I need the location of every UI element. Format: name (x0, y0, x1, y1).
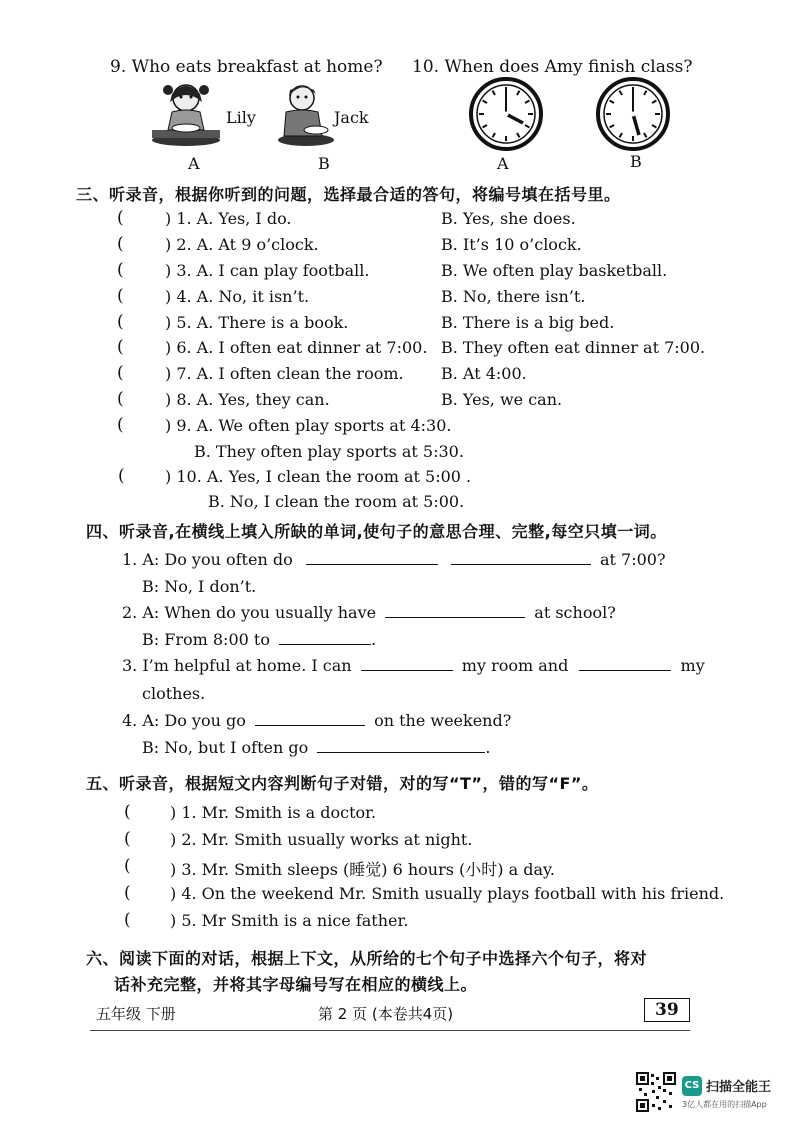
s4-line4b (142, 738, 490, 757)
item-9-option-b: B. They often play sports at 5:30. (194, 442, 464, 461)
s4-l3-text: 3. I’m helpful at home. I can (122, 656, 352, 675)
jack-label: Jack (334, 108, 369, 127)
watermark-app-name: 扫描全能王 (706, 1080, 772, 1095)
lily-eating-picture (148, 80, 224, 150)
camscanner-logo-icon: CS (682, 1076, 702, 1096)
fill-blank[interactable] (306, 550, 438, 565)
item-option-b: B. We often play basketball. (441, 261, 668, 280)
fill-blank[interactable] (385, 603, 525, 618)
option-label-a: A (497, 154, 509, 173)
item-option-a: ) 7. A. I often clean the room. (165, 364, 404, 383)
answer-paren[interactable]: ( (124, 883, 131, 903)
s4-l2-end: at school? (534, 603, 616, 622)
clock-b-icon (596, 77, 670, 151)
answer-paren[interactable]: ( (117, 234, 124, 254)
question-9: 9. Who eats breakfast at home? (110, 57, 383, 77)
s4-l4-response: B: No, but I often go (142, 738, 309, 757)
section-6-title-line1: 六、阅读下面的对话，根据上下文，从所给的七个句子中选择六个句子，将对 (86, 949, 648, 968)
footer-divider (90, 1030, 690, 1031)
answer-paren[interactable]: ( (117, 286, 124, 306)
item-option-b: B. There is a big bed. (441, 313, 615, 332)
section-4-title: 四、听录音,在横线上填入所缺的单词,使句子的意思合理、完整,每空只填一词。 (86, 522, 667, 541)
page-number-box: 39 (644, 998, 690, 1022)
item-option-a: ) 3. A. I can play football. (165, 261, 370, 280)
section-6-title-line2: 话补充完整，并将其字母编号写在相应的横线上。 (114, 975, 478, 994)
s4-l4-text: 4. A: Do you go (122, 711, 246, 730)
item-option-a: ) 2. A. At 9 o’clock. (165, 235, 319, 254)
fill-blank[interactable] (579, 656, 671, 671)
lily-label: Lily (226, 108, 256, 127)
question-10: 10. When does Amy finish class? (412, 57, 693, 77)
answer-paren[interactable]: ( (117, 389, 124, 409)
item-option-b: B. At 4:00. (441, 364, 527, 383)
item-option-a: ) 5. A. There is a book. (165, 313, 349, 332)
item-option-a: ) 4. A. No, it isn’t. (165, 287, 310, 306)
period: . (371, 630, 377, 649)
item-option-a: ) 1. A. Yes, I do. (165, 209, 292, 228)
item-10-option-a: ) 10. A. Yes, I clean the room at 5:00 . (165, 467, 472, 486)
s4-l3-mid: my room and (461, 656, 569, 675)
s4-l3-end: my (680, 656, 705, 675)
item-option-a: ) 6. A. I often eat dinner at 7:00. (165, 338, 428, 357)
answer-paren[interactable]: ( (117, 312, 124, 332)
s4-line2b (142, 630, 376, 649)
answer-paren[interactable]: ( (117, 260, 124, 280)
s4-l4-end: on the weekend? (374, 711, 512, 730)
answer-paren[interactable]: ( (117, 363, 124, 383)
answer-paren[interactable]: ( (118, 466, 125, 486)
footer-page-info: 第 2 页 (本卷共4页) (318, 1005, 454, 1023)
answer-paren[interactable]: ( (124, 829, 131, 849)
section-5-title: 五、听录音，根据短文内容判断句子对错，对的写“T”，错的写“F”。 (86, 774, 599, 793)
fill-blank[interactable] (317, 738, 485, 753)
s4-l1-text: 1. A: Do you often do (122, 550, 293, 569)
s4-line3 (122, 656, 705, 675)
s4-line4 (122, 711, 511, 730)
answer-paren[interactable]: ( (117, 415, 124, 435)
judgement-statement: ) 5. Mr Smith is a nice father. (170, 911, 409, 930)
s4-l2-text: 2. A: When do you usually have (122, 603, 377, 622)
fill-blank[interactable] (255, 711, 365, 726)
section-3-title: 三、听录音，根据你听到的问题，选择最合适的答句，将编号填在括号里。 (76, 185, 621, 204)
option-label-b: B (318, 154, 330, 173)
fill-blank[interactable] (361, 656, 453, 671)
s4-l2-response: B: From 8:00 to (142, 630, 270, 649)
item-option-b: B. No, there isn’t. (441, 287, 586, 306)
option-label-b: B (630, 152, 642, 171)
qr-code-icon (636, 1072, 676, 1112)
item-10-option-b: B. No, I clean the room at 5:00. (208, 492, 465, 511)
item-9-option-a: ) 9. A. We often play sports at 4:30. (165, 416, 452, 435)
item-option-a: ) 8. A. Yes, they can. (165, 390, 330, 409)
s4-line1 (122, 550, 666, 569)
answer-paren[interactable]: ( (124, 910, 131, 930)
s4-l3-continue: clothes. (142, 684, 206, 703)
answer-paren[interactable]: ( (124, 856, 131, 876)
judgement-statement: ) 1. Mr. Smith is a doctor. (170, 803, 377, 822)
clock-a-icon (469, 77, 543, 151)
s4-line2 (122, 603, 616, 622)
period: . (485, 738, 491, 757)
item-option-b: B. Yes, we can. (441, 390, 563, 409)
footer-grade: 五年级 下册 (96, 1005, 176, 1023)
fill-blank[interactable] (279, 630, 371, 645)
judgement-statement: ) 2. Mr. Smith usually works at night. (170, 830, 473, 849)
s4-l1-response: B: No, I don’t. (142, 577, 257, 596)
item-option-b: B. Yes, she does. (441, 209, 576, 228)
watermark-tagline: 3亿人都在用的扫描App (682, 1100, 767, 1109)
s4-l1-end: at 7:00? (600, 550, 666, 569)
judgement-statement: ) 3. Mr. Smith sleeps (睡觉) 6 hours (小时) a day. (170, 860, 556, 879)
answer-paren[interactable]: ( (117, 337, 124, 357)
item-option-b: B. They often eat dinner at 7:00. (441, 338, 706, 357)
answer-paren[interactable]: ( (117, 208, 124, 228)
judgement-statement: ) 4. On the weekend Mr. Smith usually plays football with his friend. (170, 884, 725, 903)
option-label-a: A (188, 154, 200, 173)
fill-blank[interactable] (451, 550, 591, 565)
item-option-b: B. It’s 10 o’clock. (441, 235, 582, 254)
answer-paren[interactable]: ( (124, 802, 131, 822)
jack-eating-picture (276, 80, 336, 150)
